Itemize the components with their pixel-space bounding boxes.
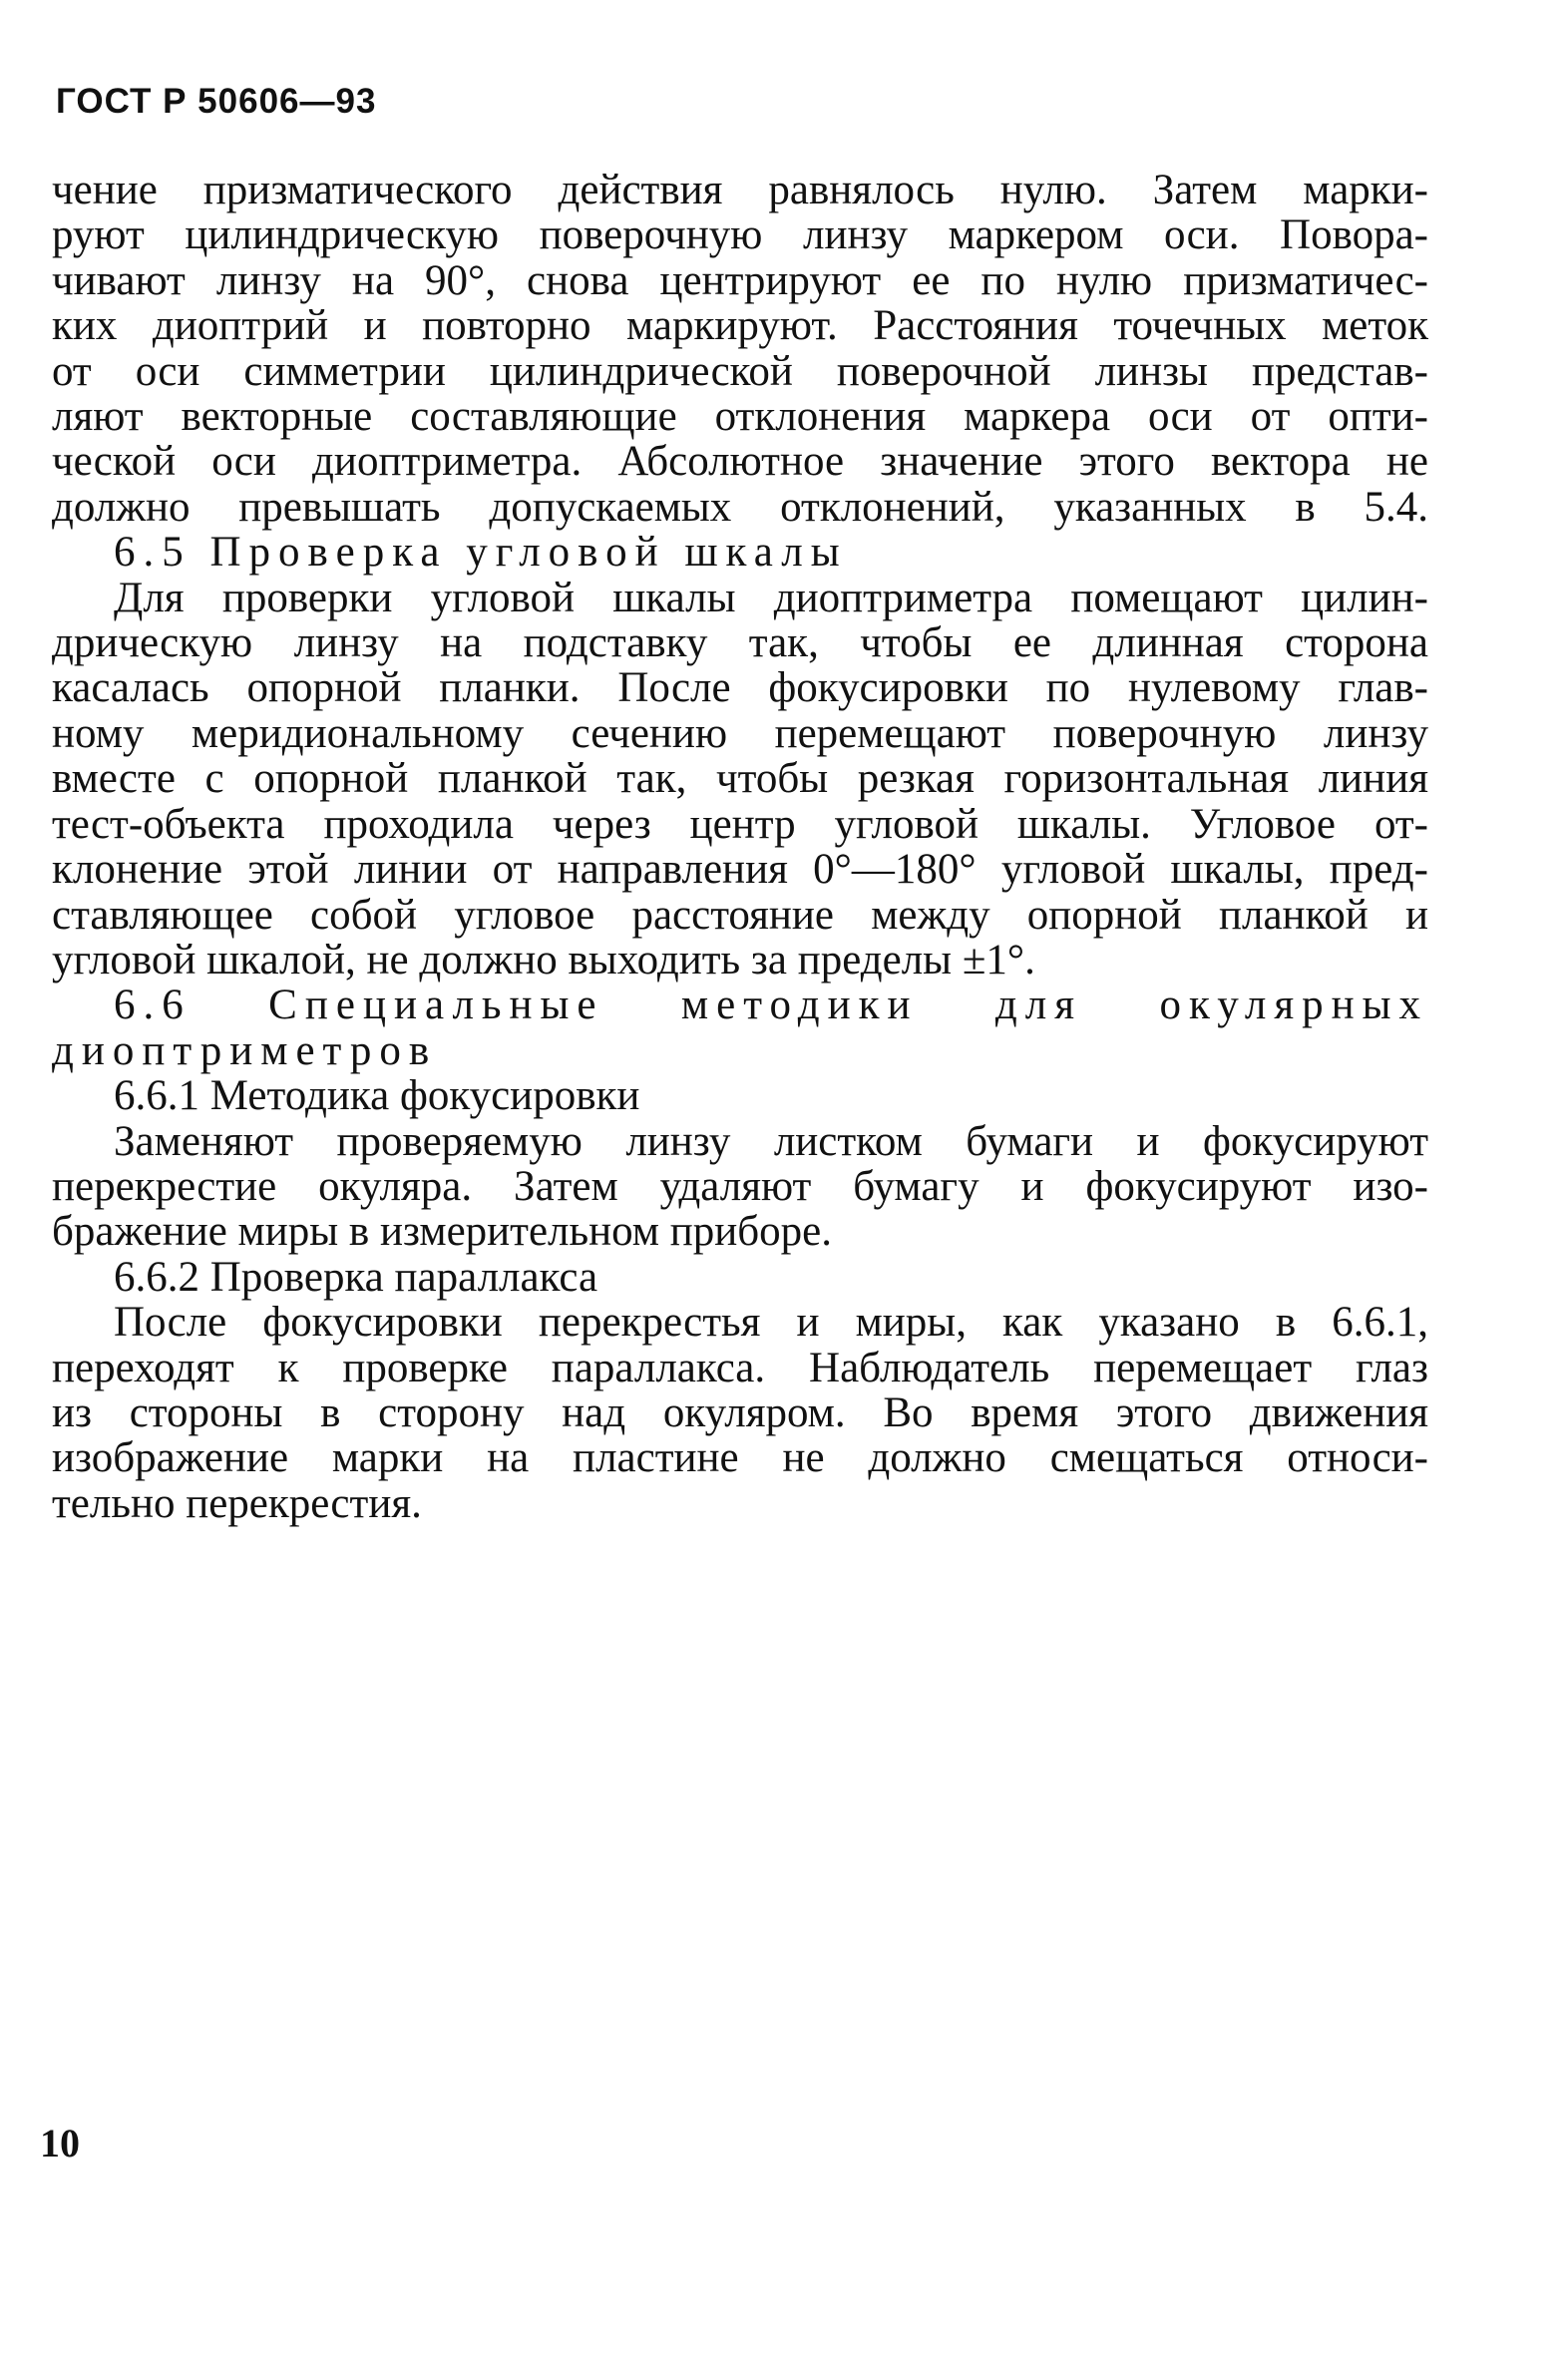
- text-line: ному меридиональному сечению перемещают поверочную линзу: [52, 709, 1428, 757]
- section-heading-6-6-cont: диоптриметров: [52, 1026, 438, 1074]
- text-line: из стороны в сторону над окуляром. Во время этого движения: [52, 1388, 1428, 1436]
- text-line: ставляющее собой угловое расстояние между опорной планкой и: [52, 891, 1428, 939]
- subsection-heading-6-6-1: 6.6.1 Методика фокусировки: [114, 1072, 640, 1120]
- text-line: руют цилиндрическую поверочную линзу маркером оси. Повора-: [52, 211, 1428, 259]
- text-line: Для проверки угловой шкалы диоптриметра помещают цилин-: [114, 574, 1428, 621]
- section-heading-6-5: 6.5 Проверка угловой шкалы: [114, 529, 848, 577]
- text-line: ческой оси диоптриметра. Абсолютное значение этого вектора не: [52, 438, 1428, 486]
- text-line: бражение миры в измерительном приборе.: [52, 1208, 832, 1256]
- text-line: вместе с опорной планкой так, чтобы резкая горизонтальная линия: [52, 755, 1428, 803]
- text-line: клонение этой линии от направления 0°—180° угловой шкалы, пред-: [52, 846, 1428, 894]
- document-header: ГОСТ Р 50606—93: [56, 82, 377, 121]
- text-line: чивают линзу на 90°, снова центрируют ее по нулю призматичес-: [52, 256, 1428, 304]
- text-line: тельно перекрестия.: [52, 1479, 422, 1527]
- text-line: После фокусировки перекрестья и миры, как указано в 6.6.1,: [114, 1299, 1428, 1347]
- text-line: изображение марки на пластине не должно смещаться относи-: [52, 1434, 1428, 1482]
- text-line: переходят к проверке параллакса. Наблюдатель перемещает глаз: [52, 1344, 1428, 1391]
- text-line: чение призматического действия равнялось нулю. Затем марки-: [52, 167, 1428, 213]
- subsection-heading-6-6-2: 6.6.2 Проверка параллакса: [114, 1253, 598, 1301]
- text-line: от оси симметрии цилиндрической поверочной линзы представ-: [52, 347, 1428, 395]
- text-line: должно превышать допускаемых отклонений, указанных в 5.4.: [52, 483, 1428, 531]
- text-line: ких диоптрий и повторно маркируют. Расстояния точечных меток: [52, 302, 1428, 350]
- text-line: угловой шкалой, не должно выходить за пределы ±1°.: [52, 936, 1035, 983]
- text-line: перекрестие окуляра. Затем удаляют бумагу и фокусируют изо-: [52, 1162, 1428, 1210]
- section-heading-6-6: 6.6 Специальные методики для окулярных: [114, 982, 1428, 1029]
- document-body: [52, 168, 1428, 1526]
- text-line: Заменяют проверяемую линзу листком бумаги и фокусируют: [114, 1117, 1428, 1165]
- text-line: тест-объекта проходила через центр угловой шкалы. Угловое от-: [52, 800, 1428, 848]
- text-line: ляют векторные составляющие отклонения маркера оси от опти-: [52, 393, 1428, 441]
- text-line: касалась опорной планки. После фокусировки по нулевому глав-: [52, 664, 1428, 712]
- text-line: дрическую линзу на подставку так, чтобы ее длинная сторона: [52, 619, 1428, 667]
- page-number: 10: [40, 2121, 80, 2165]
